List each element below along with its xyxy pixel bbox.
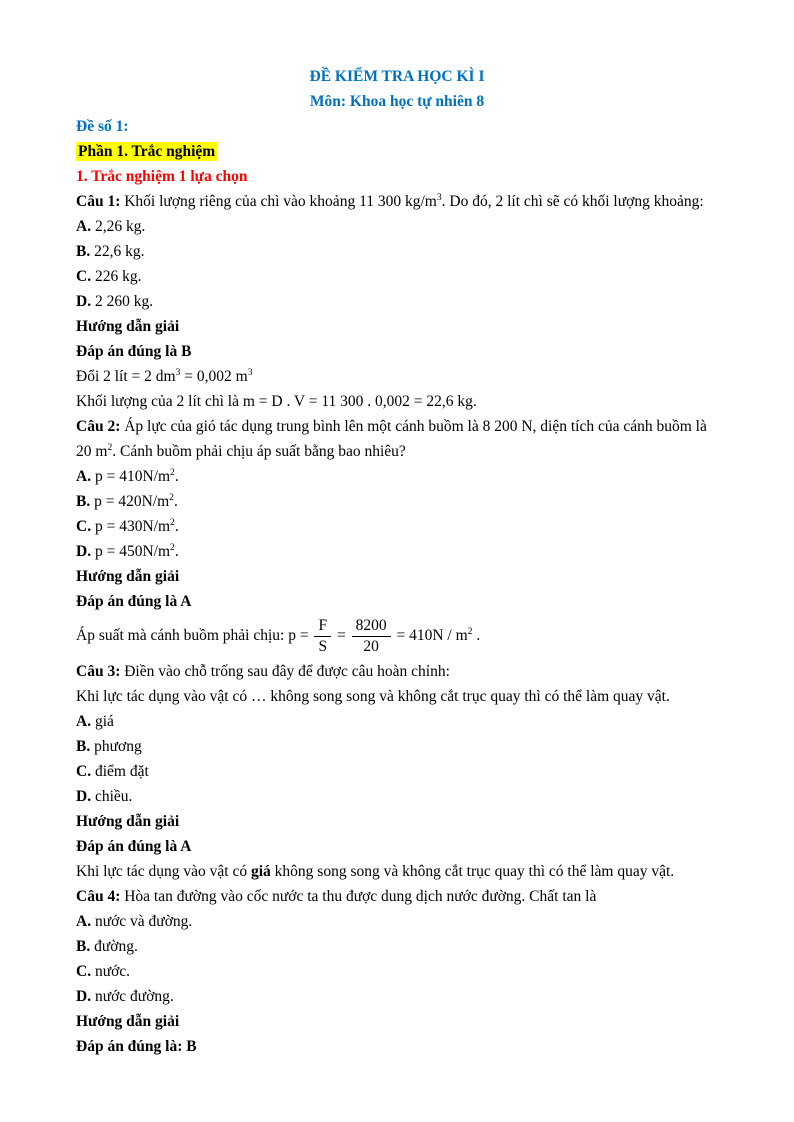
question-4-stem-text: Hòa tan đường vào cốc nước ta thu được dung dịch nước đường. Chất tan là xyxy=(124,887,597,905)
fraction-f-over-s xyxy=(312,617,333,656)
part-heading xyxy=(76,139,718,164)
option-text-post: . xyxy=(174,468,179,485)
question-4-label: Câu 4: xyxy=(76,887,121,905)
solution-guide-heading: Hướng dẫn giải xyxy=(76,318,180,335)
option-letter: D. xyxy=(76,293,92,310)
answer-sentence-text: Khi lực tác dụng vào vật có xyxy=(76,862,248,880)
question-1-solution-line-1 xyxy=(76,364,718,389)
option-text: nước và đường. xyxy=(94,912,193,930)
solution-sup: 3 xyxy=(247,366,253,378)
question-3-option-d xyxy=(76,784,718,809)
fraction-denominator: S xyxy=(318,637,328,655)
option-letter: D. xyxy=(76,543,92,560)
option-letter: A. xyxy=(76,468,92,485)
option-text-pre: p = 420N/m xyxy=(94,493,170,510)
option-letter: B. xyxy=(76,493,91,510)
fraction-numerator: F xyxy=(314,617,331,637)
question-2-answer: Đáp án đúng là A xyxy=(76,593,192,610)
option-letter: A. xyxy=(76,912,92,930)
question-3-stem xyxy=(76,659,718,684)
option-text-pre: p = 410N/m xyxy=(94,468,171,485)
question-1-stem-text: Khối lượng riêng của chì vào khoảng 11 300 kg/m xyxy=(124,193,437,210)
question-3-stem-text: Điền vào chỗ trống sau đây để được câu hoàn chỉnh: xyxy=(124,662,450,680)
equation-result-text: = 410N / m xyxy=(396,626,468,644)
exam-title: ĐỀ KIỂM TRA HỌC KÌ I xyxy=(309,68,485,85)
question-2-stem-sup: 2 xyxy=(107,441,113,453)
option-sup: 2 xyxy=(170,541,175,553)
question-1-option-b xyxy=(76,239,718,264)
question-2-stem-text2: . Cánh buồm phải chịu áp suất bằng bao nhiêu? xyxy=(112,443,406,460)
option-text: 226 kg. xyxy=(94,268,142,285)
option-text: đường. xyxy=(94,937,138,955)
option-letter: C. xyxy=(76,268,92,285)
option-letter: D. xyxy=(76,787,92,805)
solution-guide-heading: Hướng dẫn giải xyxy=(76,568,180,585)
answer-word-gia: giá xyxy=(250,862,271,880)
option-letter: A. xyxy=(76,218,92,235)
question-1-stem-sup: 3 xyxy=(436,191,442,203)
question-4-answer: Đáp án đúng là: B xyxy=(76,1037,197,1055)
option-letter: B. xyxy=(76,737,91,755)
question-2-option-b xyxy=(76,489,718,514)
option-text: nước. xyxy=(94,962,131,980)
question-4-option-c xyxy=(76,959,718,984)
question-2-solution-equation xyxy=(76,617,718,656)
question-4-option-a xyxy=(76,909,718,934)
question-1 xyxy=(76,189,718,414)
option-text: phương xyxy=(94,737,142,755)
equation-period: . xyxy=(476,626,481,644)
question-1-solution-line-2: Khối lượng của 2 lít chì là m = D . V = 11 300 . 0,002 = 22,6 kg. xyxy=(76,393,477,410)
option-letter: B. xyxy=(76,243,91,260)
option-letter: B. xyxy=(76,937,91,955)
option-sup: 2 xyxy=(169,491,174,503)
question-2-option-c xyxy=(76,514,718,539)
option-text: 2,26 kg. xyxy=(94,218,146,235)
solution-guide-heading: Hướng dẫn giải xyxy=(76,812,180,830)
question-1-option-d xyxy=(76,289,718,314)
question-2 xyxy=(76,414,718,656)
option-letter: A. xyxy=(76,712,92,730)
exam-set-heading: Đề số 1: xyxy=(76,118,129,135)
option-text: 2 260 kg. xyxy=(94,293,154,310)
option-text xyxy=(95,543,179,560)
part-heading-text: Phần 1. Trắc nghiệm xyxy=(78,143,216,160)
option-text: 22,6 kg. xyxy=(94,243,145,260)
question-2-option-a xyxy=(76,464,718,489)
fraction-denominator: 20 xyxy=(363,637,379,655)
option-text: chiều. xyxy=(94,787,133,805)
equation-result xyxy=(396,627,472,644)
option-letter: C. xyxy=(76,962,92,980)
equation-equals: = xyxy=(336,626,346,644)
question-1-option-c xyxy=(76,264,718,289)
option-letter: C. xyxy=(76,518,92,535)
question-2-label: Câu 2: xyxy=(76,418,121,435)
option-text: nước đường. xyxy=(94,987,174,1005)
option-text xyxy=(94,493,178,510)
question-3-answer-sentence xyxy=(76,859,718,884)
answer-sentence-text2: không song song và không cắt trục quay thì có thể làm quay vật. xyxy=(274,862,675,880)
option-text-pre: p = 430N/m xyxy=(94,518,171,535)
equation-result-sup: 2 xyxy=(467,625,473,637)
option-sup: 2 xyxy=(170,466,175,478)
question-3-option-b xyxy=(76,734,718,759)
question-4-option-d xyxy=(76,984,718,1009)
section-heading: 1. Trắc nghiệm 1 lựa chọn xyxy=(76,168,248,185)
question-3-label: Câu 3: xyxy=(76,662,121,680)
fraction-numerator: 8200 xyxy=(352,617,391,637)
question-2-option-d xyxy=(76,539,718,564)
question-2-stem-text: Áp lực của gió tác dụng trung bình lên một cánh buồm là 8 200 N, diện tích của cánh buồm là 20 m xyxy=(76,418,707,460)
option-text: giá xyxy=(94,712,114,730)
question-3-fill-sentence: Khi lực tác dụng vào vật có … không song song và không cắt trục quay thì có thể làm quay vật. xyxy=(76,687,670,705)
equation-text: Áp suất mà cánh buồm phải chịu: p = xyxy=(76,626,309,644)
question-1-stem-text2: . Do đó, 2 lít chì sẽ có khối lượng khoảng: xyxy=(441,193,704,210)
question-1-answer: Đáp án đúng là B xyxy=(76,343,192,360)
question-1-label: Câu 1: xyxy=(76,193,121,210)
solution-text: Đổi 2 lít = 2 dm xyxy=(76,368,176,385)
question-1-option-a xyxy=(76,214,718,239)
solution-text: = 0,002 m xyxy=(180,368,248,385)
option-letter: C. xyxy=(76,762,92,780)
question-2-stem xyxy=(76,414,718,464)
solution-sup: 3 xyxy=(175,366,181,378)
question-1-stem xyxy=(76,189,718,214)
question-3-option-c xyxy=(76,759,718,784)
option-sup: 2 xyxy=(170,516,175,528)
option-text-pre: p = 450N/m xyxy=(94,543,171,560)
option-letter: D. xyxy=(76,987,92,1005)
option-text-post: . xyxy=(174,543,179,560)
question-4 xyxy=(76,884,718,1059)
question-4-stem xyxy=(76,884,718,909)
exam-subject: Môn: Khoa học tự nhiên 8 xyxy=(309,93,485,110)
option-text-post: . xyxy=(174,518,179,535)
question-3-option-a xyxy=(76,709,718,734)
option-text-post: . xyxy=(173,493,178,510)
option-text xyxy=(95,468,179,485)
fraction-8200-over-20 xyxy=(350,617,393,656)
option-text xyxy=(95,518,179,535)
question-3 xyxy=(76,659,718,884)
option-text: điểm đặt xyxy=(94,762,149,780)
question-3-answer: Đáp án đúng là A xyxy=(76,837,192,855)
question-4-option-b xyxy=(76,934,718,959)
solution-guide-heading: Hướng dẫn giải xyxy=(76,1012,180,1030)
